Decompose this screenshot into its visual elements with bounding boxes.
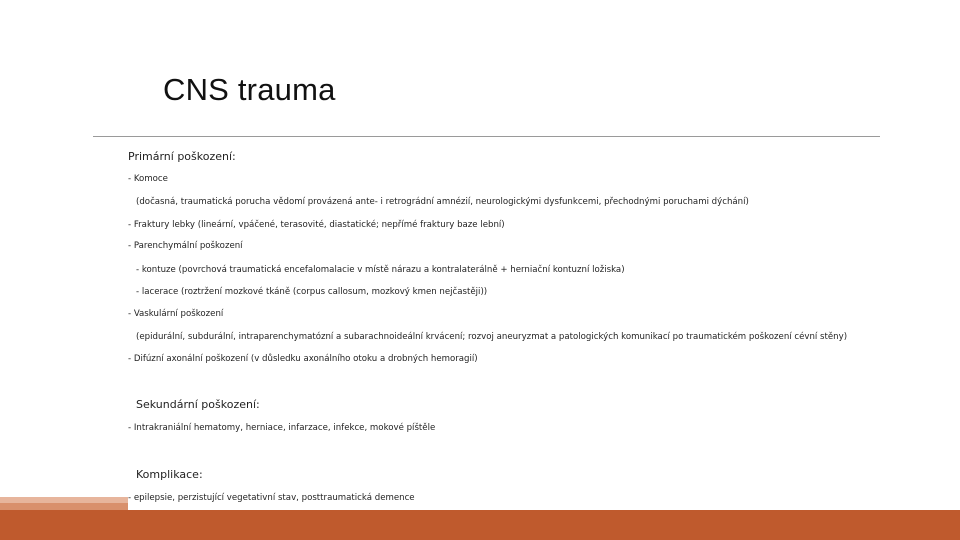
complications-heading: Komplikace: (136, 468, 203, 481)
list-item: - kontuze (povrchová traumatická encefalomalacie v místě nárazu a kontralaterálně + herniační kontuzní ložiska) (136, 265, 625, 275)
title-divider (93, 136, 880, 137)
list-item: - Parenchymální poškození (128, 241, 243, 251)
accent-bar-mid (0, 503, 128, 510)
list-item: (epidurální, subdurální, intraparenchymatózní a subarachnoideální krvácení; rozvoj aneuryzmat a patologických komunikací po traumatickém poškození cévní stěny) (136, 332, 848, 342)
primary-heading: Primární poškození: (128, 150, 236, 163)
secondary-heading: Sekundární poškození: (136, 398, 260, 411)
list-item: - Fraktury lebky (lineární, vpáčené, terasovité, diastatické; nepřímé fraktury baze lební) (128, 220, 505, 230)
slide-title: CNS trauma (163, 72, 336, 107)
list-item: - Vaskulární poškození (128, 309, 224, 319)
list-item: - Intrakraniální hematomy, herniace, infarzace, infekce, mokové píštěle (128, 423, 436, 433)
list-item: - Komoce (128, 174, 168, 184)
list-item: - epilepsie, perzistující vegetativní stav, posttraumatická demence (128, 493, 415, 503)
list-item: - lacerace (roztržení mozkové tkáně (corpus callosum, mozkový kmen nejčastěji)) (136, 287, 488, 297)
footer-accent-bar (0, 510, 960, 540)
list-item: - Difúzní axonální poškození (v důsledku axonálního otoku a drobných hemoragií) (128, 354, 478, 364)
list-item: (dočasná, traumatická porucha vědomí provázená ante- i retrográdní amnézií, neurologickými dysfunkcemi, přechodnými poruchami dýchání) (136, 197, 749, 207)
